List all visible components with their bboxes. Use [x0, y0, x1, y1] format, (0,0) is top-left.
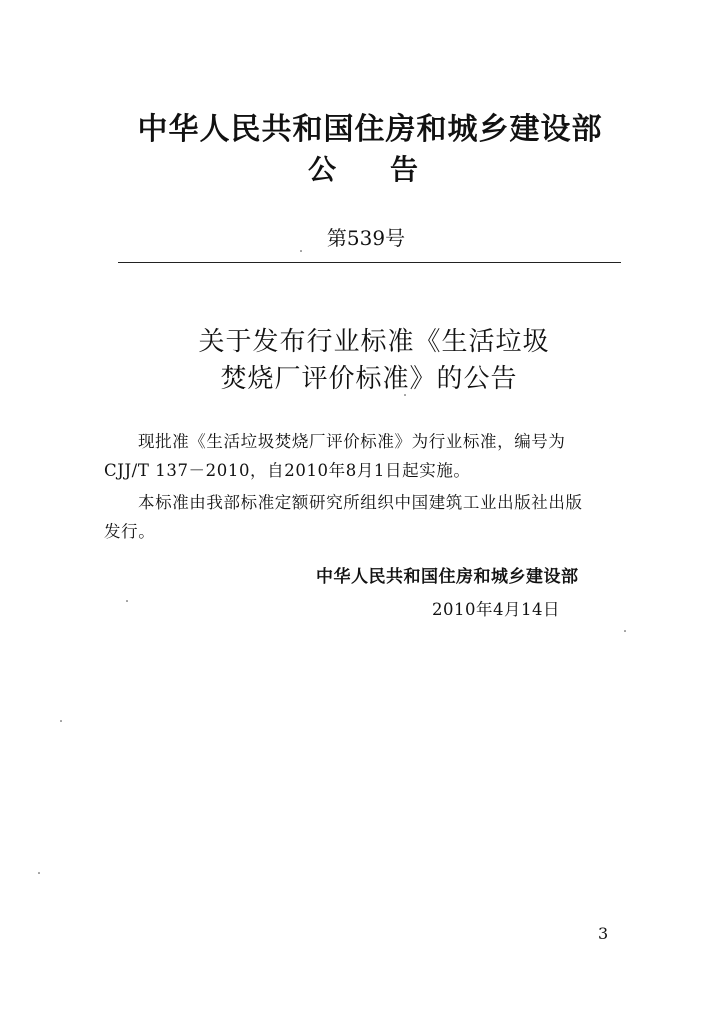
notice-title: 公告: [307, 153, 472, 186]
scan-speck: [404, 394, 406, 396]
scan-speck: [38, 872, 40, 874]
body-paragraph-2-line-2: 发行。: [104, 522, 156, 541]
scan-speck: [300, 250, 302, 252]
announcement-number: 第539号: [326, 226, 406, 250]
headline-line-1: 关于发布行业标准《生活垃圾: [198, 327, 550, 357]
body-paragraph-1-line-2: CJJ/T 137－2010，自2010年8月1日起实施。: [104, 461, 471, 480]
scan-speck: [60, 720, 62, 722]
body-paragraph-2-line-1: 本标准由我部标准定额研究所组织中国建筑工业出版社出版: [138, 493, 583, 512]
scan-speck: [624, 630, 626, 632]
ministry-title: 中华人民共和国住房和城乡建设部: [137, 112, 603, 147]
scan-speck: [126, 600, 128, 602]
headline-line-2: 焚烧厂评价标准》的公告: [220, 364, 518, 394]
signature-organization: 中华人民共和国住房和城乡建设部: [316, 567, 579, 587]
page-number: 3: [598, 924, 609, 943]
header-divider: [118, 262, 621, 263]
signature-date: 2010年4月14日: [432, 600, 560, 619]
body-paragraph-1-line-1: 现批准《生活垃圾焚烧厂评价标准》为行业标准，编号为: [138, 432, 566, 451]
